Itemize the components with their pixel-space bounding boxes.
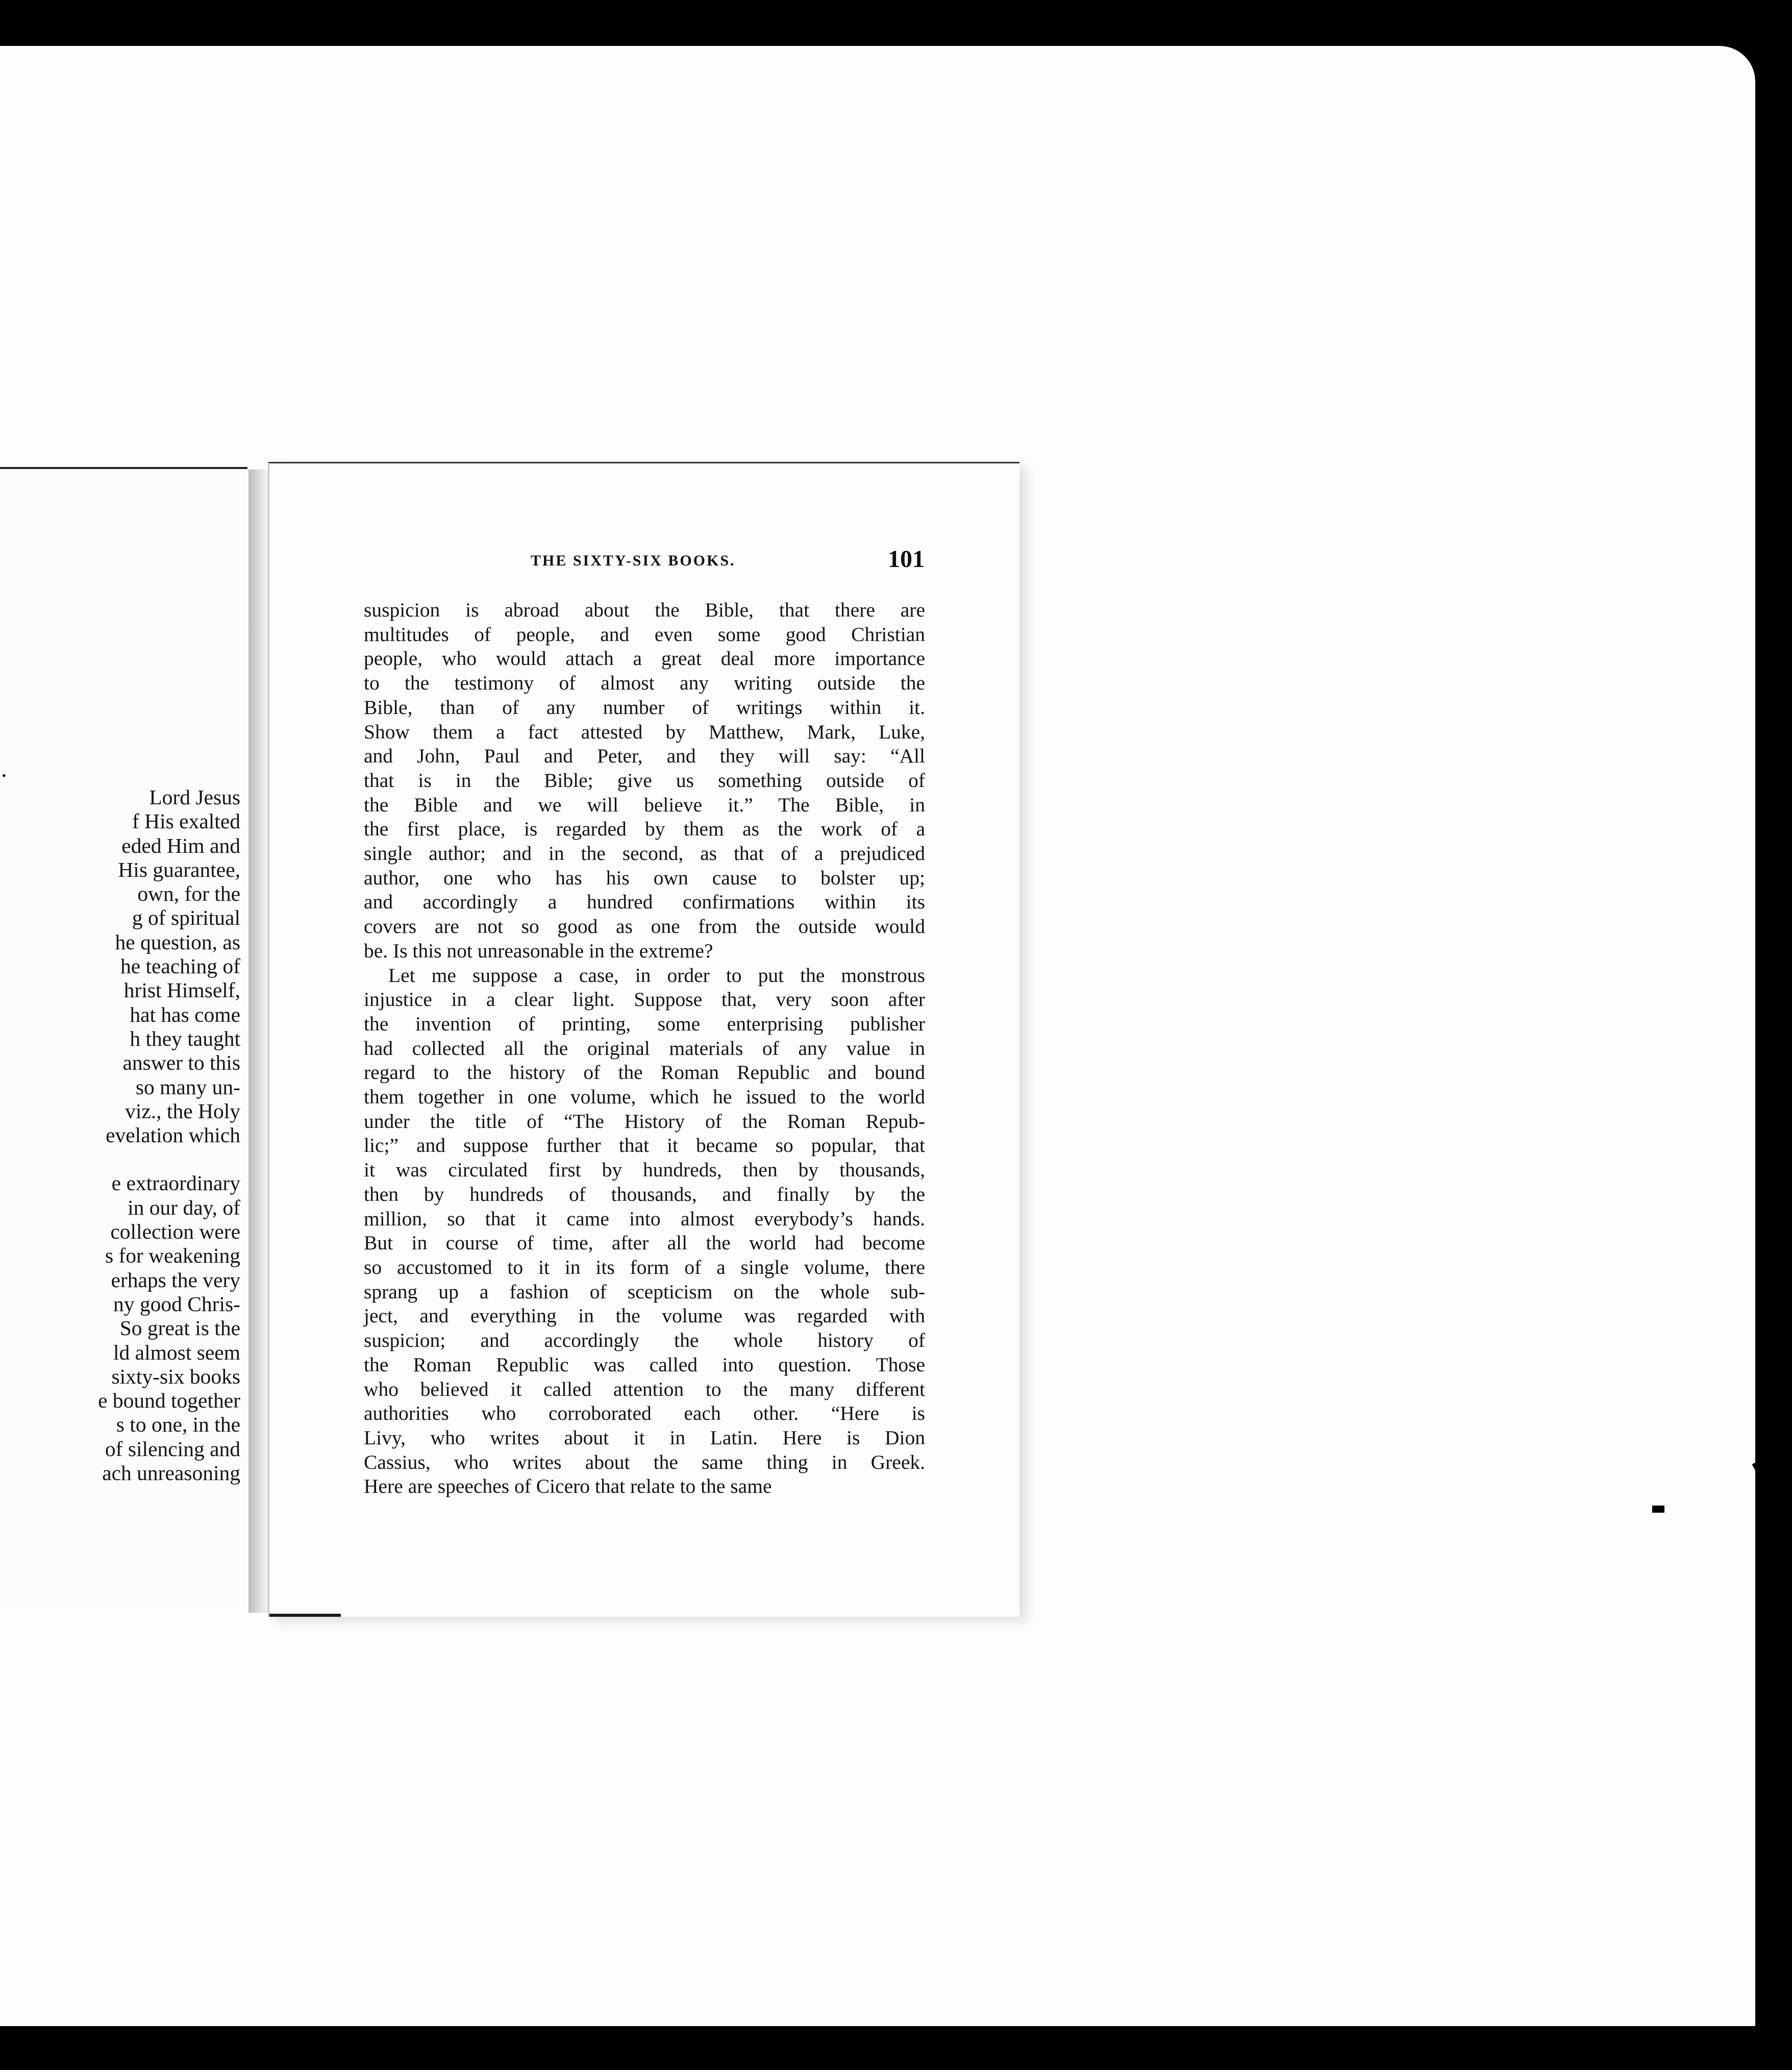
left-page-line: s for weakening bbox=[105, 1244, 240, 1268]
text-line: multitudes of people, and even some good Christian bbox=[364, 623, 925, 646]
text-line: who believed it called attention to the many different bbox=[364, 1377, 925, 1400]
text-line: sprang up a fashion of scepticism on the whole sub- bbox=[364, 1280, 925, 1303]
left-page-line: viz., the Holy bbox=[125, 1099, 240, 1123]
text-line: the first place, is regarded by them as the work of a bbox=[364, 818, 925, 841]
left-page bbox=[0, 467, 247, 1612]
left-page-line: ach unreasoning bbox=[102, 1461, 240, 1485]
left-page-line: ny good Chris- bbox=[113, 1292, 240, 1316]
film-border-top bbox=[0, 0, 1792, 46]
left-page-line: collection were bbox=[110, 1220, 240, 1244]
text-line: under the title of “The History of the Roman Repub- bbox=[364, 1110, 925, 1132]
film-border-bottom bbox=[0, 2026, 1792, 2070]
left-page-line: eded Him and bbox=[121, 833, 240, 857]
text-line: the Roman Republic was called into question. Those bbox=[364, 1353, 925, 1376]
book-spine-shadow bbox=[248, 470, 269, 1613]
text-line: Show them a fact attested by Matthew, Mark, Luke, bbox=[364, 720, 925, 743]
text-line: Cassius, who writes about the same thing in Greek. bbox=[364, 1450, 925, 1473]
text-line: million, so that it came into almost everybody’s hands. bbox=[364, 1207, 925, 1230]
text-line: author, one who has his own cause to bolster up; bbox=[364, 866, 925, 889]
left-page-line: e bound together bbox=[98, 1389, 240, 1413]
paragraph-gap bbox=[1, 1147, 240, 1171]
left-page-line: ld almost seem bbox=[113, 1340, 240, 1364]
left-page-line: erhaps the very bbox=[111, 1268, 240, 1292]
page-number: 101 bbox=[888, 546, 925, 573]
left-page-line: Lord Jesus bbox=[149, 785, 240, 809]
text-line: and John, Paul and Peter, and they will say: “All bbox=[364, 745, 925, 768]
text-line: then by hundreds of thousands, and finally by the bbox=[364, 1182, 925, 1205]
left-page-line: sixty-six books bbox=[111, 1364, 240, 1388]
left-page-line: of silencing and bbox=[105, 1437, 240, 1461]
left-page-line: His guarantee, bbox=[118, 857, 240, 881]
text-line: regard to the history of the Roman Republic and bound bbox=[364, 1061, 925, 1084]
text-line: Let me suppose a case, in order to put the monstrous bbox=[388, 964, 925, 987]
left-page-line: g of spiritual bbox=[132, 906, 240, 930]
text-line: people, who would attach a great deal more importance bbox=[364, 647, 925, 670]
text-line: and accordingly a hundred confirmations within its bbox=[364, 891, 925, 914]
left-page-line: hat has come bbox=[130, 1002, 240, 1026]
left-page-line: h they taught bbox=[130, 1026, 240, 1050]
left-page-line: so many un- bbox=[135, 1075, 240, 1099]
left-page-text bbox=[1, 785, 240, 1485]
page-edge-rule bbox=[269, 1614, 341, 1617]
text-line: suspicion is abroad about the Bible, that there are bbox=[364, 599, 925, 621]
film-border-right bbox=[1755, 0, 1792, 2070]
text-line: to the testimony of almost any writing outside the bbox=[364, 672, 925, 695]
left-page-line: s to one, in the bbox=[116, 1413, 240, 1437]
text-line: Livy, who writes about it in Latin. Here is Dion bbox=[364, 1426, 925, 1449]
running-head: THE SIXTY-SIX BOOKS. bbox=[531, 552, 736, 569]
text-line: be. Is this not unreasonable in the extreme? bbox=[364, 939, 713, 962]
left-page-line: So great is the bbox=[119, 1316, 240, 1340]
text-line: ject, and everything in the volume was regarded with bbox=[364, 1304, 925, 1327]
text-line: it was circulated first by hundreds, then by thousands, bbox=[364, 1159, 925, 1181]
left-page-line: f His exalted bbox=[132, 809, 240, 833]
left-page-line: he question, as bbox=[115, 930, 240, 954]
left-page-line: e extraordinary bbox=[111, 1171, 240, 1195]
text-line: had collected all the original materials of any value in bbox=[364, 1037, 925, 1059]
left-page-line: own, for the bbox=[137, 882, 240, 906]
text-line: injustice in a clear light. Suppose that, very soon after bbox=[364, 988, 925, 1011]
text-line: them together in one volume, which he issued to the world bbox=[364, 1086, 925, 1108]
text-line: suspicion; and accordingly the whole history of bbox=[364, 1329, 925, 1352]
text-line: lic;” and suppose further that it became so popular, that bbox=[364, 1134, 925, 1157]
text-line: covers are not so good as one from the outside would bbox=[364, 915, 925, 938]
page-body-text bbox=[364, 598, 925, 1499]
left-page-line: hrist Himself, bbox=[123, 978, 240, 1002]
text-line: the invention of printing, some enterprising publisher bbox=[364, 1012, 925, 1035]
text-line: that is in the Bible; give us something outside of bbox=[364, 769, 925, 792]
text-line: But in course of time, after all the world had become bbox=[364, 1231, 925, 1254]
text-line: Bible, than of any number of writings within it. bbox=[364, 696, 925, 719]
text-line: authorities who corroborated each other. “Here is bbox=[364, 1402, 925, 1425]
left-page-line: evelation which bbox=[106, 1123, 240, 1147]
text-line: the Bible and we will believe it.” The Bible, in bbox=[364, 793, 925, 816]
left-page-line: answer to this bbox=[122, 1051, 240, 1075]
left-page-marker: . bbox=[1, 755, 7, 782]
left-page-line: in our day, of bbox=[128, 1195, 240, 1219]
text-line: Here are speeches of Cicero that relate to the same bbox=[364, 1475, 772, 1498]
left-page-line: he teaching of bbox=[120, 954, 240, 978]
text-line: single author; and in the second, as that of a prejudiced bbox=[364, 842, 925, 865]
text-line: so accustomed to it in its form of a single volume, there bbox=[364, 1255, 925, 1278]
film-speck bbox=[1652, 1506, 1664, 1513]
